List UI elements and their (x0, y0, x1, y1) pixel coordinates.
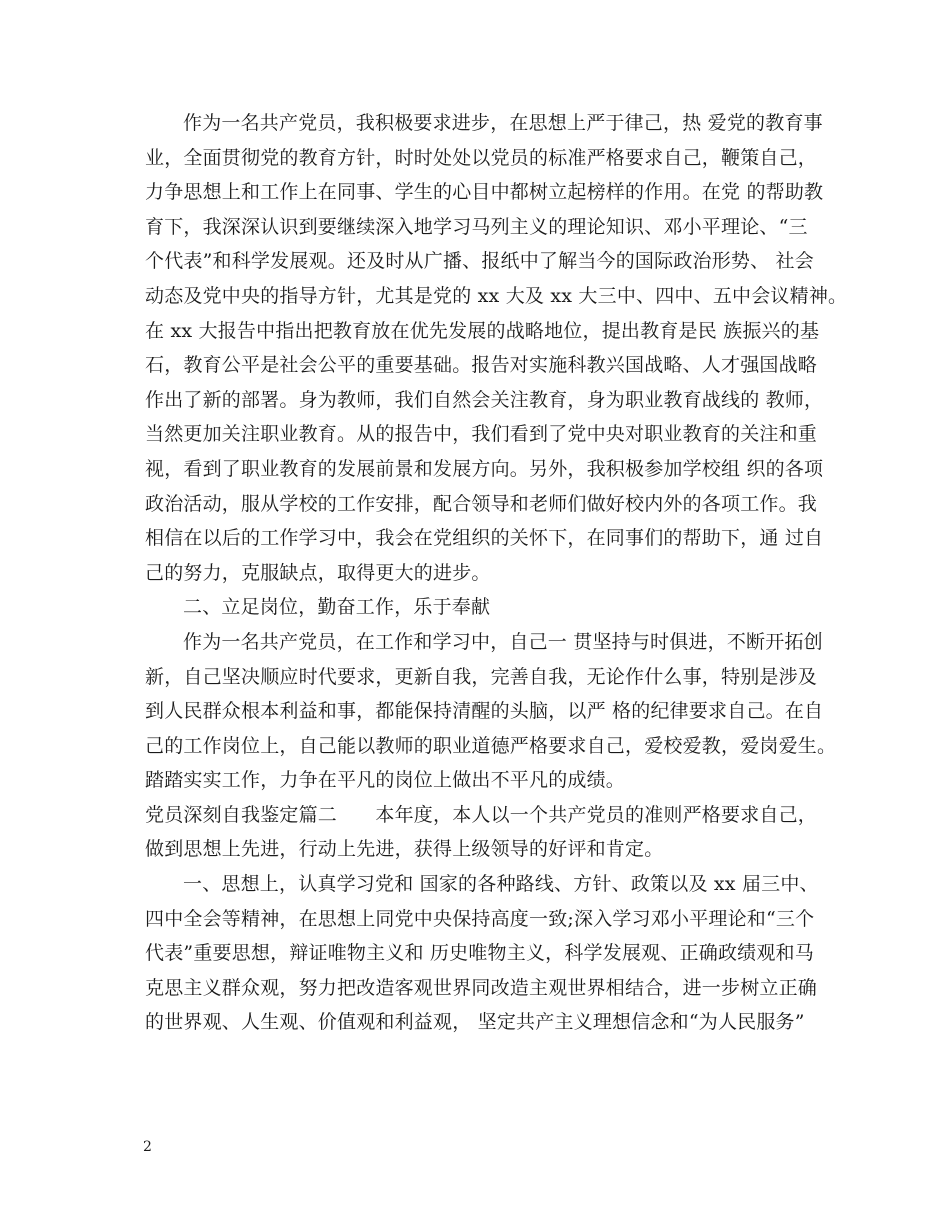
text-line: 在 xx 大报告中指出把教育放在优先发展的战略地位，提出教育是民 族振兴的基 (145, 319, 820, 342)
text-line: 新，自己坚决顺应时代要求，更新自我，完善自我，无论作什么事，特别是涉及 (145, 665, 818, 688)
text-line: 石，教育公平是社会公平的重要基础。报告对实施科教兴国战略、人才强国战略 (145, 354, 818, 377)
text-line: 作为一名共产党员，我积极要求进步，在思想上严于律己，热 爱党的教育事 (183, 112, 823, 134)
page-number: 2 (143, 1139, 152, 1155)
text-line: 动态及党中央的指导方针，尤其是党的 xx 大及 xx 大三中、四中、五中会议精神。 (145, 284, 848, 307)
text-line: 相信在以后的工作学习中，我会在党组织的关怀下，在同事们的帮助下，通 过自 (145, 527, 824, 550)
text-line: 当然更加关注职业教育。从的报告中，我们看到了党中央对职业教育的关注和重 (145, 423, 818, 446)
text-line: 作出了新的部署。身为教师，我们自然会关注教育，身为职业教育战线的 教师， (145, 388, 824, 411)
text-line: 党员深刻自我鉴定篇二 本年度，本人以一个共产党员的准则严格要求自己， (145, 803, 818, 826)
text-line: 视，看到了职业教育的发展前景和发展方向。另外，我积极参加学校组 织的各项 (145, 457, 824, 480)
text-line: 二、立足岗位，勤奋工作，乐于奉献 (183, 596, 491, 619)
text-line: 代表”重要思想，辩证唯物主义和 历史唯物主义，科学发展观、正确政绩观和马 (145, 942, 814, 965)
text-line: 踏踏实实工作，力争在平凡的岗位上做出不平凡的成绩。 (145, 769, 626, 792)
text-line: 育下，我深深认识到要继续深入地学习马列主义的理论知识、邓小平理论、“三 (145, 215, 808, 238)
text-line: 己的努力，克服缺点，取得更大的进步。 (145, 561, 491, 584)
text-line: 做到思想上先进，行动上先进，获得上级领导的好评和肯定。 (145, 838, 664, 861)
text-line: 己的工作岗位上，自己能以教师的职业道德严格要求自己，爱校爱教，爱岗爱生。 (145, 734, 837, 757)
text-line: 业，全面贯彻党的教育方针，时时处处以党员的标准严格要求自己，鞭策自己， (145, 146, 818, 169)
text-line: 作为一名共产党员，在工作和学习中，自己一 贯坚持与时俱进，不断开拓创 (183, 630, 823, 653)
text-line: 四中全会等精神，在思想上同党中央保持高度一致;深入学习邓小平理论和“三个 (145, 907, 815, 930)
text-line: 一、思想上，认真学习党和 国家的各种路线、方针、政策以及 xx 届三中、 (183, 873, 819, 896)
text-line: 个代表”和科学发展观。还及时从广播、报纸中了解当今的国际政治形势、 社会 (145, 250, 814, 273)
text-line: 力争思想上和工作上在同事、学生的心目中都树立起榜样的作用。在党 的帮助教 (145, 181, 824, 204)
document-body (145, 106, 848, 1040)
text-line: 政治活动，服从学校的工作安排，配合领导和老师们做好校内外的各项工作。我 (145, 492, 818, 515)
text-line: 克思主义群众观，努力把改造客观世界同改造主观世界相结合，进一步树立正确 (145, 976, 818, 999)
text-line: 到人民群众根本利益和事，都能保持清醒的头脑，以严 格的纪律要求自己。在自 (145, 700, 824, 723)
text-line: 的世界观、人生观、价值观和利益观， 坚定共产主义理想信念和“为人民服务” (145, 1011, 805, 1034)
